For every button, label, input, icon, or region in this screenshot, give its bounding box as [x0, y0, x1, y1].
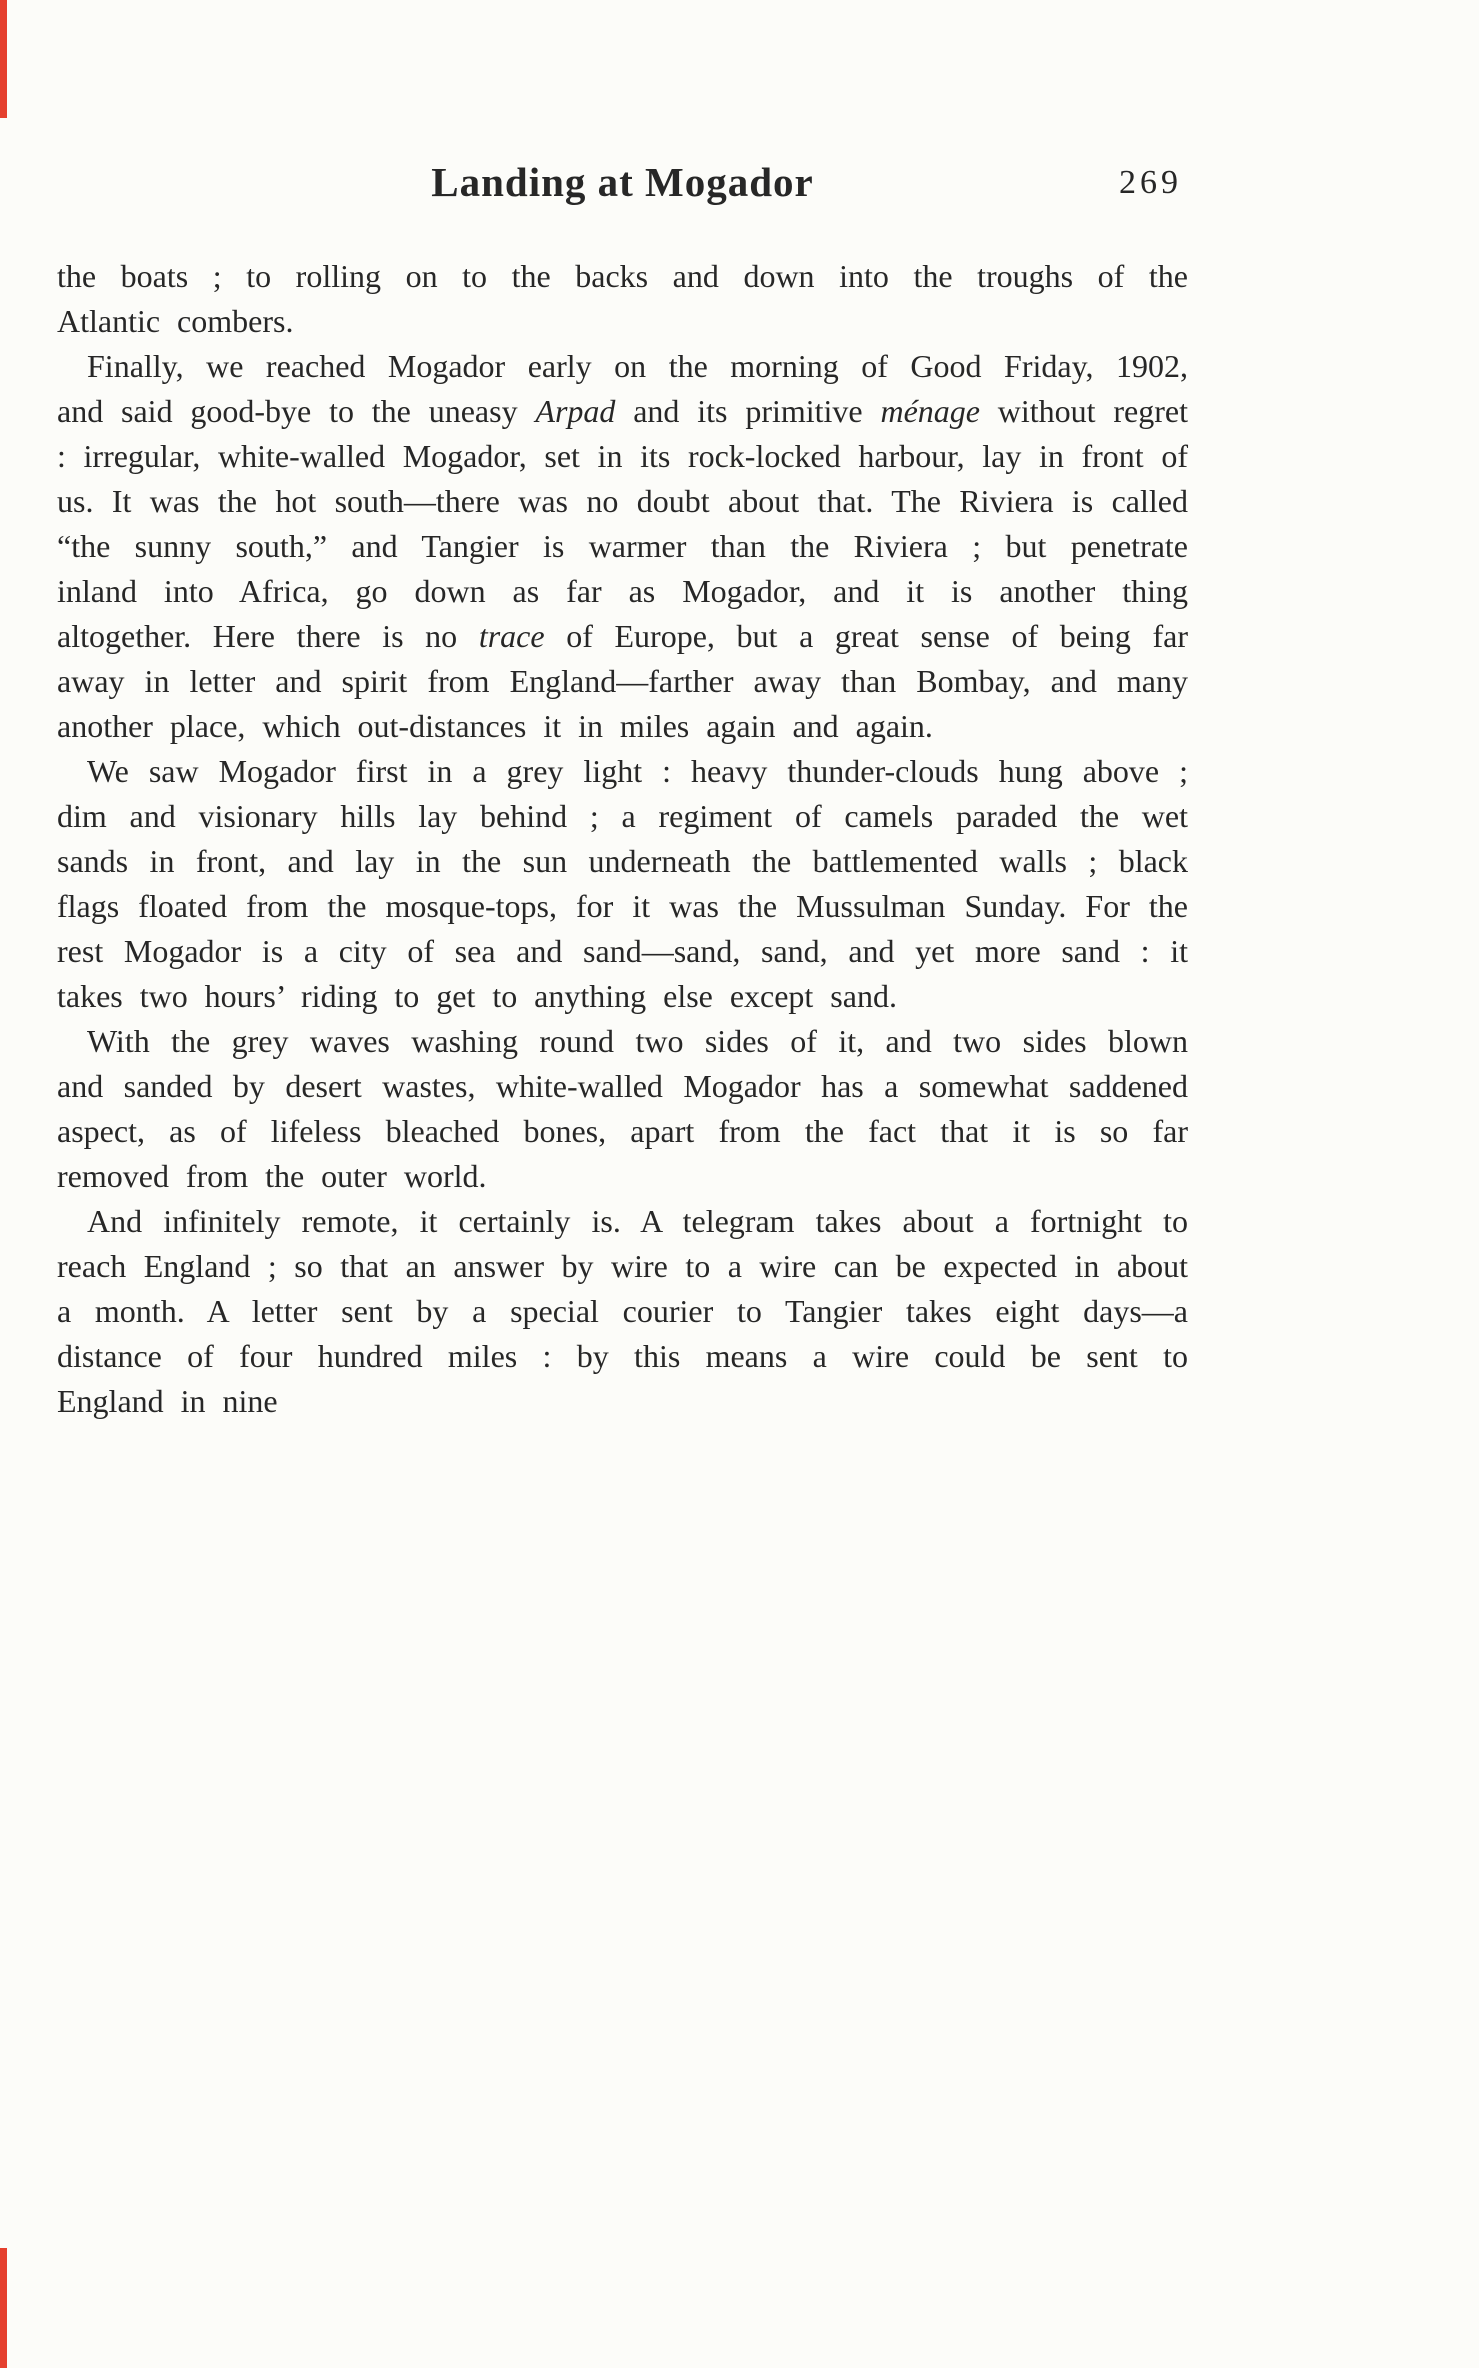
italic-text: ménage [880, 393, 980, 429]
text-run: without regret : irregular, white-walled Mogador, set in its rock-locked harbour, lay in front of us. It was the hot south—there was no doubt about that. The Riviera is called “the sunny south,” and Tangier is warmer than the Riviera ; but penetrate inland into Africa, go down as far as Mogador, and it is another thing altogether. Here there is no [57, 393, 1189, 654]
running-header-title: Landing at Mogador [431, 159, 814, 205]
text-run: and its primitive [615, 393, 881, 429]
text-run: of Europe, but a great sense of being far away in letter and spirit from England—farther away than Bombay, and many another place, which out-distances it in miles again and again. [57, 618, 1188, 744]
text-run: the boats ; to rolling on to the backs and down into the troughs of the Atlantic combers. [57, 258, 1188, 339]
italic-text: trace [478, 618, 545, 654]
italic-text: Arpad [535, 393, 616, 429]
text-run: With the grey waves washing round two sides of it, and two sides blown and sanded by desert wastes, white-walled Mogador has a somewhat saddened aspect, as of lifeless bleached bones, apart from the fact that it is so far removed from the outer world. [57, 1023, 1188, 1194]
running-header [57, 158, 1188, 220]
paragraph [57, 344, 1188, 749]
page-number: 269 [1119, 164, 1182, 201]
paragraph [57, 254, 1188, 344]
scan-edge-mark-bottom [0, 2248, 7, 2368]
paragraph [57, 749, 1188, 1019]
text-run: We saw Mogador first in a grey light : heavy thunder-clouds hung above ; dim and visionary hills lay behind ; a regiment of camels paraded the wet sands in front, and lay in the sun underneath the battlemented walls ; black flags floated from the mosque-tops, for it was the Mussulman Sunday. For the rest Mogador is a city of sea and sand—sand, sand, and yet more sand : it takes two hours’ riding to get to anything else except sand. [57, 753, 1188, 1014]
paragraph [57, 1019, 1188, 1199]
body-text [57, 254, 1188, 1424]
text-run: And infinitely remote, it certainly is. A telegram takes about a fortnight to reach England ; so that an answer by wire to a wire can be expected in about a month. A letter sent by a special courier to Tangier takes eight days—a distance of four hundred miles : by this means a wire could be sent to England in nine [57, 1203, 1188, 1419]
text-run: Finally, we reached Mogador early on the morning of Good Friday, 1902, and said good-bye to the uneasy [57, 348, 1188, 429]
paragraph [57, 1199, 1188, 1424]
page-content [57, 158, 1188, 1424]
scan-edge-mark-top [0, 0, 7, 118]
